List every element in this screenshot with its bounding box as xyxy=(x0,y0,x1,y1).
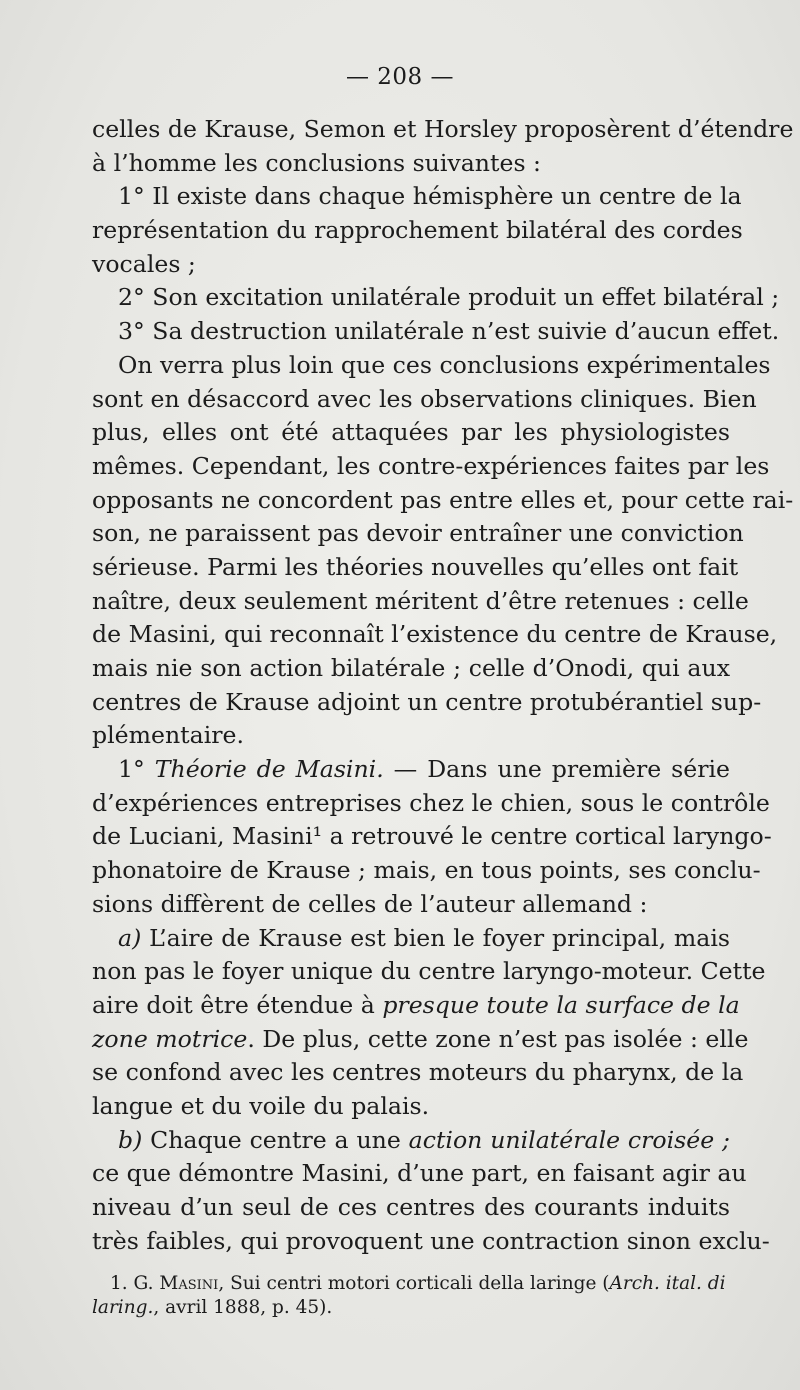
theory-rest: — Dans une première série xyxy=(383,755,731,784)
point-b-line xyxy=(92,1124,730,1158)
text-line: de Masini, qui reconnaît l’existence du centre de Krause, xyxy=(92,620,778,649)
aire-line xyxy=(92,989,740,1023)
point-b-italic: action unilatérale croisée ; xyxy=(408,1125,731,1154)
text-line: sions diffèrent de celles de l’auteur allemand : xyxy=(92,889,648,918)
text-line: celles de Krause, Semon et Horsley proposèrent d’étendre xyxy=(92,115,794,143)
text-line: mêmes. Cependant, les contre-expériences faites par les xyxy=(92,451,770,480)
footnote-end: , avril 1888, p. 45). xyxy=(153,1297,333,1318)
aire-plain: aire doit être étendue à xyxy=(92,990,383,1019)
text-line: phonatoire de Krause ; mais, en tous points, ses conclu- xyxy=(92,856,761,885)
page-number: — 208 — xyxy=(345,64,455,90)
text-line: mais nie son action bilatérale ; celle d’Onodi, qui aux xyxy=(92,654,730,682)
point-b-plain: Chaque centre a une xyxy=(142,1125,409,1154)
footnote-number: 1. G. xyxy=(110,1273,160,1294)
text-line: centres de Krause adjoint un centre protubérantiel sup- xyxy=(92,687,762,716)
theory-heading-line xyxy=(92,753,730,787)
text-line: plus, elles ont été attaquées par les physiologistes xyxy=(92,418,730,447)
text-line: niveau d’un seul de ces centres des courants induits xyxy=(92,1193,730,1221)
text-line: à l’homme les conclusions suivantes : xyxy=(92,148,542,177)
text-line: vocales ; xyxy=(92,249,196,278)
point-a-marker: a) xyxy=(118,923,142,952)
text-line: son, ne paraissent pas devoir entraîner une conviction xyxy=(92,519,744,548)
text-line: naître, deux seulement méritent d’être retenues : celle xyxy=(92,586,749,615)
footnote-text: , Sui centri motori corticali della laringe ( xyxy=(218,1273,610,1294)
text-line: représentation du rapprochement bilatéral des cordes xyxy=(92,216,743,245)
text-line: langue et du voile du palais. xyxy=(92,1091,430,1120)
text-line: de Luciani, Masini¹ a retrouvé le centre cortical laryngo- xyxy=(92,822,772,851)
text-line: 2° Son excitation unilatérale produit un effet bilatéral ; xyxy=(118,283,780,312)
point-b-marker: b) xyxy=(118,1125,143,1154)
aire-italic: presque toute la surface de la xyxy=(382,990,740,1019)
footnote-line xyxy=(92,1272,732,1296)
footnote-line xyxy=(92,1296,732,1320)
point-a-text: L’aire de Krause est bien le foyer principal, mais xyxy=(141,923,730,952)
text-line: sont en désaccord avec les observations cliniques. Bien xyxy=(92,384,757,413)
text-line: plémentaire. xyxy=(92,721,244,750)
theory-number: 1° xyxy=(118,755,145,784)
text-line: 1° Il existe dans chaque hémisphère un centre de la xyxy=(118,182,742,211)
body-text xyxy=(92,113,794,1258)
text-line: se confond avec les centres moteurs du pharynx, de la xyxy=(92,1058,744,1087)
zone-line xyxy=(92,1023,749,1057)
footnote xyxy=(92,1272,732,1320)
text-line: On verra plus loin que ces conclusions expérimentales xyxy=(118,350,771,379)
theory-title: Théorie de Masini. xyxy=(154,755,384,784)
text-line: d’expériences entreprises chez le chien, sous le contrôle xyxy=(92,788,770,817)
zone-plain: . De plus, cette zone n’est pas isolée : elle xyxy=(247,1024,749,1053)
text-line: sérieuse. Parmi les théories nouvelles qu’elles ont fait xyxy=(92,552,739,581)
text-line: très faibles, qui provoquent une contraction sinon exclu- xyxy=(92,1226,770,1255)
point-a-line xyxy=(92,922,730,956)
text-line: opposants ne concordent pas entre elles et, pour cette rai- xyxy=(92,485,794,514)
footnote-journal: Arch. ital. di xyxy=(609,1273,726,1294)
text-line: non pas le foyer unique du centre laryngo-moteur. Cette xyxy=(92,957,766,986)
text-line: ce que démontre Masini, d’une part, en faisant agir au xyxy=(92,1159,747,1188)
footnote-author: Masini xyxy=(159,1273,219,1294)
footnote-journal-2: laring. xyxy=(92,1297,154,1318)
zone-italic: zone motrice xyxy=(92,1024,248,1053)
text-line: 3° Sa destruction unilatérale n’est suivie d’aucun effet. xyxy=(118,317,780,346)
